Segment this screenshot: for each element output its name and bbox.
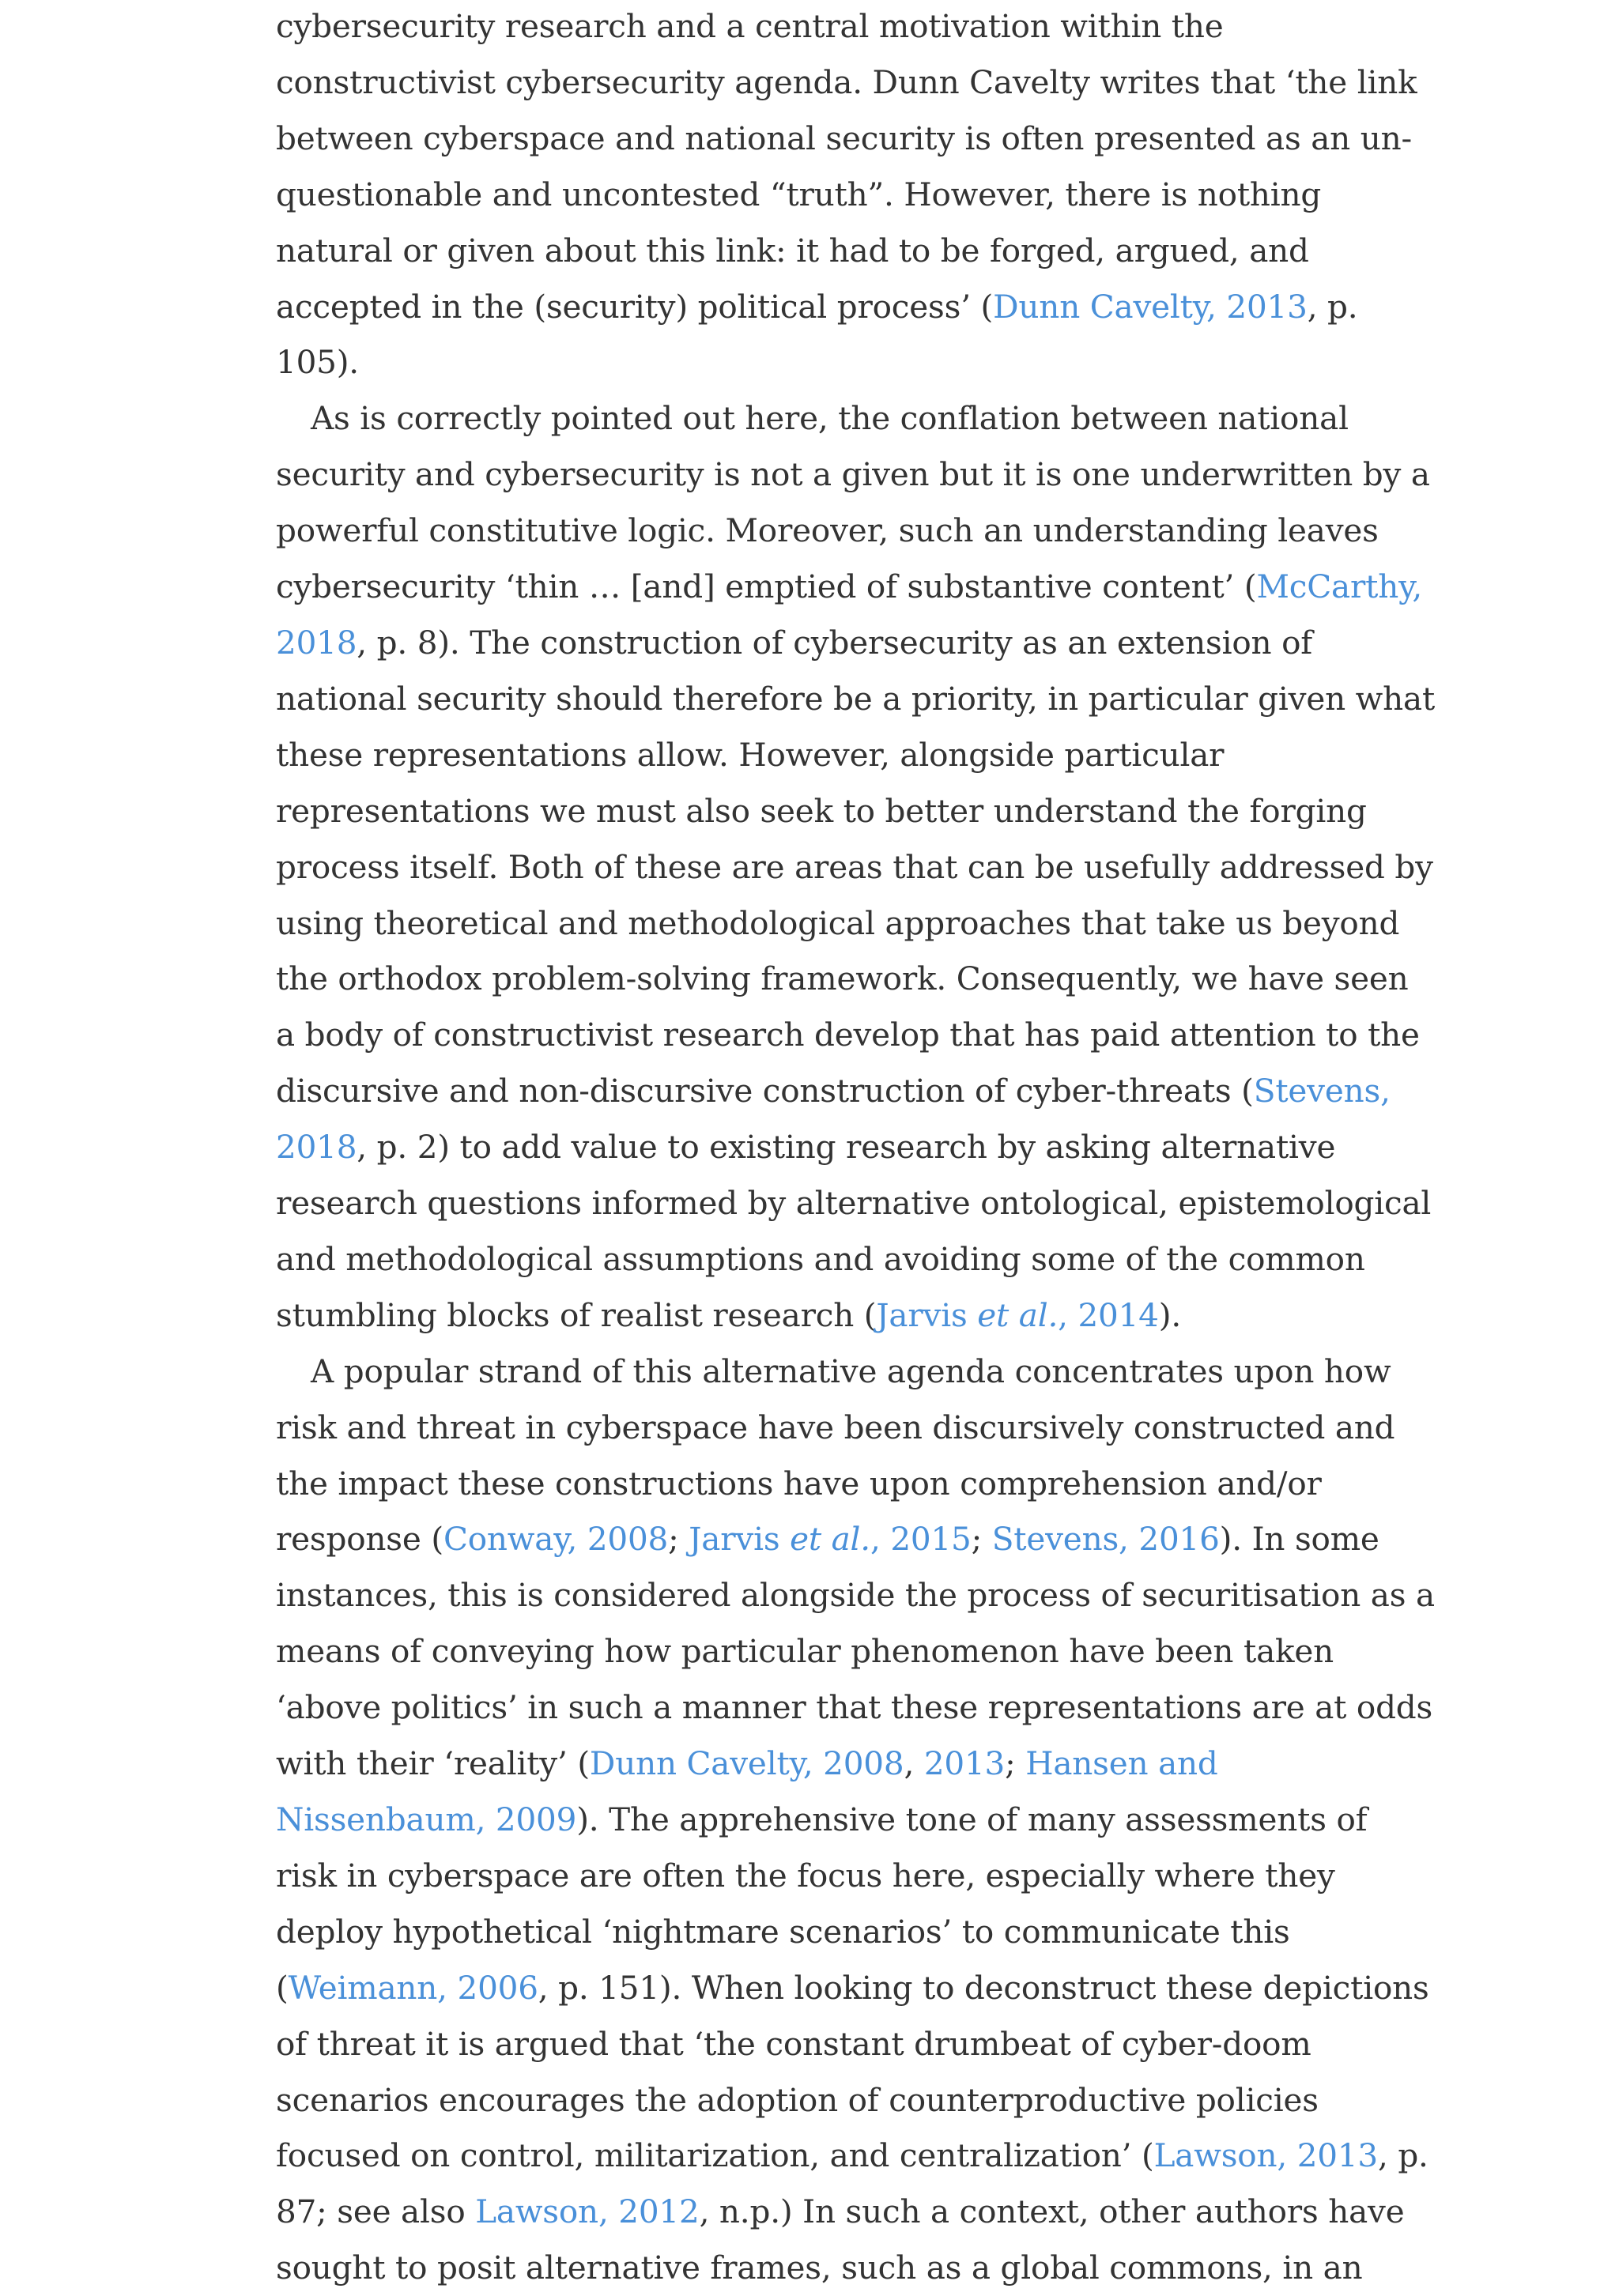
body-text: representations we must also seek to better understand the forging: [276, 791, 1367, 830]
text-line: [276, 1231, 1398, 1287]
text-line: [276, 2128, 1428, 2184]
text-line: [276, 1063, 1398, 1119]
body-text: cybersecurity research and a central motivation within the: [276, 7, 1224, 45]
citation-link[interactable]: , 2014: [1058, 1295, 1159, 1334]
citation-link[interactable]: , 2015: [870, 1520, 972, 1559]
text-line: [276, 2072, 1398, 2128]
paragraph-3: [276, 1344, 1435, 2296]
body-text: ).: [1158, 1295, 1182, 1334]
body-text: focused on control, militarization, and centralization’ (: [276, 2136, 1154, 2175]
body-text: constructivist cybersecurity agenda. Dunn Cavelty writes that ‘the link: [276, 62, 1417, 101]
paragraph-2: [276, 390, 1436, 1343]
body-text: and methodological assumptions and avoiding some of the common: [276, 1239, 1365, 1278]
paragraph-1: [276, 0, 1417, 390]
citation-link[interactable]: Dunn Cavelty, 2008: [589, 1744, 904, 1783]
text-line: [276, 2240, 1398, 2296]
text-line: [276, 839, 1433, 895]
body-text: , p. 8). The construction of cybersecurity as an extension of: [357, 623, 1313, 662]
citation-link[interactable]: et al.: [977, 1295, 1059, 1334]
article-body: [276, 0, 1436, 2296]
body-text: a body of constructivist research develop that has paid attention to the: [276, 1016, 1420, 1054]
citation-link[interactable]: Jarvis: [876, 1295, 978, 1334]
body-text: ). In some: [1219, 1520, 1379, 1559]
body-text: ;: [668, 1520, 689, 1559]
text-line: [276, 1848, 1398, 1904]
text-line: [276, 951, 1409, 1007]
text-line: [276, 111, 1412, 167]
citation-link[interactable]: 2013: [923, 1744, 1006, 1783]
text-line: [276, 503, 1398, 559]
body-text: powerful constitutive logic. Moreover, such an understanding leaves: [276, 511, 1379, 550]
text-line: [276, 1119, 1398, 1175]
body-text: ,: [904, 1744, 924, 1783]
body-text: the impact these constructions have upon comprehension and/or: [276, 1464, 1322, 1502]
body-text: stumbling blocks of realist research (: [276, 1295, 877, 1334]
body-text: sought to posit alternative frames, such as a global commons, in an: [276, 2249, 1363, 2287]
body-text: , p.: [1307, 287, 1358, 326]
body-text: using theoretical and methodological approaches that take us beyond: [276, 903, 1400, 942]
text-line: [276, 559, 1423, 615]
body-text: national security should therefore be a priority, in particular given what: [276, 679, 1436, 718]
citation-link[interactable]: McCarthy,: [1256, 567, 1423, 606]
body-text: with their ‘reality’ (: [276, 1744, 590, 1783]
text-line: [276, 1400, 1398, 1456]
body-text: (: [276, 1968, 289, 2007]
citation-link[interactable]: Hansen and: [1025, 1744, 1218, 1783]
citation-link[interactable]: Lawson, 2012: [475, 2192, 700, 2231]
body-text: ). The apprehensive tone of many assessments of: [576, 1800, 1368, 1838]
text-line: [276, 1792, 1398, 1848]
text-line: [276, 1623, 1398, 1680]
text-line: [276, 1511, 1398, 1567]
citation-link[interactable]: Jarvis: [689, 1520, 791, 1559]
body-text: security and cybersecurity is not a given but it is one underwritten by a: [276, 455, 1430, 494]
citation-link[interactable]: Stevens, 2016: [991, 1520, 1220, 1559]
text-line: [276, 447, 1430, 503]
text-line: [276, 783, 1398, 839]
text-line: [276, 1287, 1398, 1344]
text-line: [276, 1456, 1398, 1512]
body-text: research questions informed by alternative ontological, epistemological: [276, 1184, 1432, 1223]
citation-link[interactable]: et al.: [790, 1520, 870, 1559]
citation-link[interactable]: 2018: [276, 1128, 357, 1167]
body-text: between cyberspace and national security is often presented as an un-: [276, 119, 1412, 157]
text-line: [276, 1960, 1429, 2016]
citation-link[interactable]: Conway, 2008: [443, 1520, 669, 1559]
text-line: [276, 1175, 1432, 1231]
citation-link[interactable]: Lawson, 2013: [1153, 2136, 1378, 2175]
text-line: [276, 615, 1398, 671]
body-text: accepted in the (security) political process’ (: [276, 287, 994, 326]
body-text: deploy hypothetical ‘nightmare scenarios’ to communicate this: [276, 1912, 1290, 1951]
text-line: [276, 1007, 1420, 1063]
body-text: 105).: [276, 343, 359, 382]
text-line: [276, 671, 1436, 727]
body-text: risk and threat in cyberspace have been discursively constructed and: [276, 1408, 1395, 1446]
text-line: [276, 167, 1398, 223]
body-text: process itself. Both of these are areas that can be usefully addressed by: [276, 847, 1433, 886]
text-line: [276, 0, 1398, 55]
text-line: [276, 1680, 1433, 1736]
text-line: [276, 55, 1417, 111]
body-text: ;: [1005, 1744, 1026, 1783]
text-line: [276, 279, 1398, 335]
body-text: scenarios encourages the adoption of counterproductive policies: [276, 2080, 1319, 2119]
body-text: ‘above politics’ in such a manner that these representations are at odds: [276, 1688, 1433, 1727]
citation-link[interactable]: Stevens,: [1253, 1072, 1391, 1110]
text-line: [276, 2184, 1405, 2240]
citation-link[interactable]: Weimann, 2006: [288, 1968, 538, 2007]
body-text: the orthodox problem-solving framework. Consequently, we have seen: [276, 959, 1409, 998]
body-text: A popular strand of this alternative agenda concentrates upon how: [311, 1352, 1391, 1390]
text-line: [276, 895, 1398, 952]
text-line: [276, 1344, 1398, 1400]
body-text: , n.p.) In such a context, other authors have: [699, 2192, 1405, 2231]
text-line: [276, 1736, 1398, 1792]
text-line: [276, 727, 1398, 783]
citation-link[interactable]: Nissenbaum, 2009: [276, 1800, 577, 1838]
body-text: , p. 151). When looking to deconstruct these depictions: [538, 1968, 1429, 2007]
body-text: ;: [971, 1520, 992, 1559]
body-text: As is correctly pointed out here, the conflation between national: [311, 399, 1349, 438]
text-line: [276, 2016, 1398, 2072]
body-text: natural or given about this link: it had to be forged, argued, and: [276, 231, 1309, 270]
text-line: [276, 1904, 1398, 1960]
text-line: [276, 334, 1398, 390]
text-line: [276, 223, 1398, 279]
body-text: cybersecurity ‘thin … [and] emptied of substantive content’ (: [276, 567, 1257, 606]
citation-link[interactable]: 2018: [276, 623, 357, 662]
body-text: risk in cyberspace are often the focus here, especially where they: [276, 1856, 1335, 1894]
body-text: of threat it is argued that ‘the constant drumbeat of cyber-doom: [276, 2024, 1311, 2063]
body-text: , p.: [1377, 2136, 1428, 2175]
body-text: these representations allow. However, alongside particular: [276, 735, 1225, 774]
text-line: [276, 1567, 1435, 1623]
body-text: instances, this is considered alongside the process of securitisation as a: [276, 1576, 1435, 1615]
body-text: , p. 2) to add value to existing research by asking alternative: [357, 1128, 1336, 1167]
body-text: questionable and uncontested “truth”. However, there is nothing: [276, 175, 1322, 213]
body-text: 87; see also: [276, 2192, 476, 2231]
body-text: discursive and non-discursive construction of cyber-threats (: [276, 1072, 1254, 1110]
body-text: response (: [276, 1520, 443, 1559]
citation-link[interactable]: Dunn Cavelty, 2013: [993, 287, 1308, 326]
text-line: [276, 390, 1398, 447]
body-text: means of conveying how particular phenomenon have been taken: [276, 1632, 1334, 1671]
